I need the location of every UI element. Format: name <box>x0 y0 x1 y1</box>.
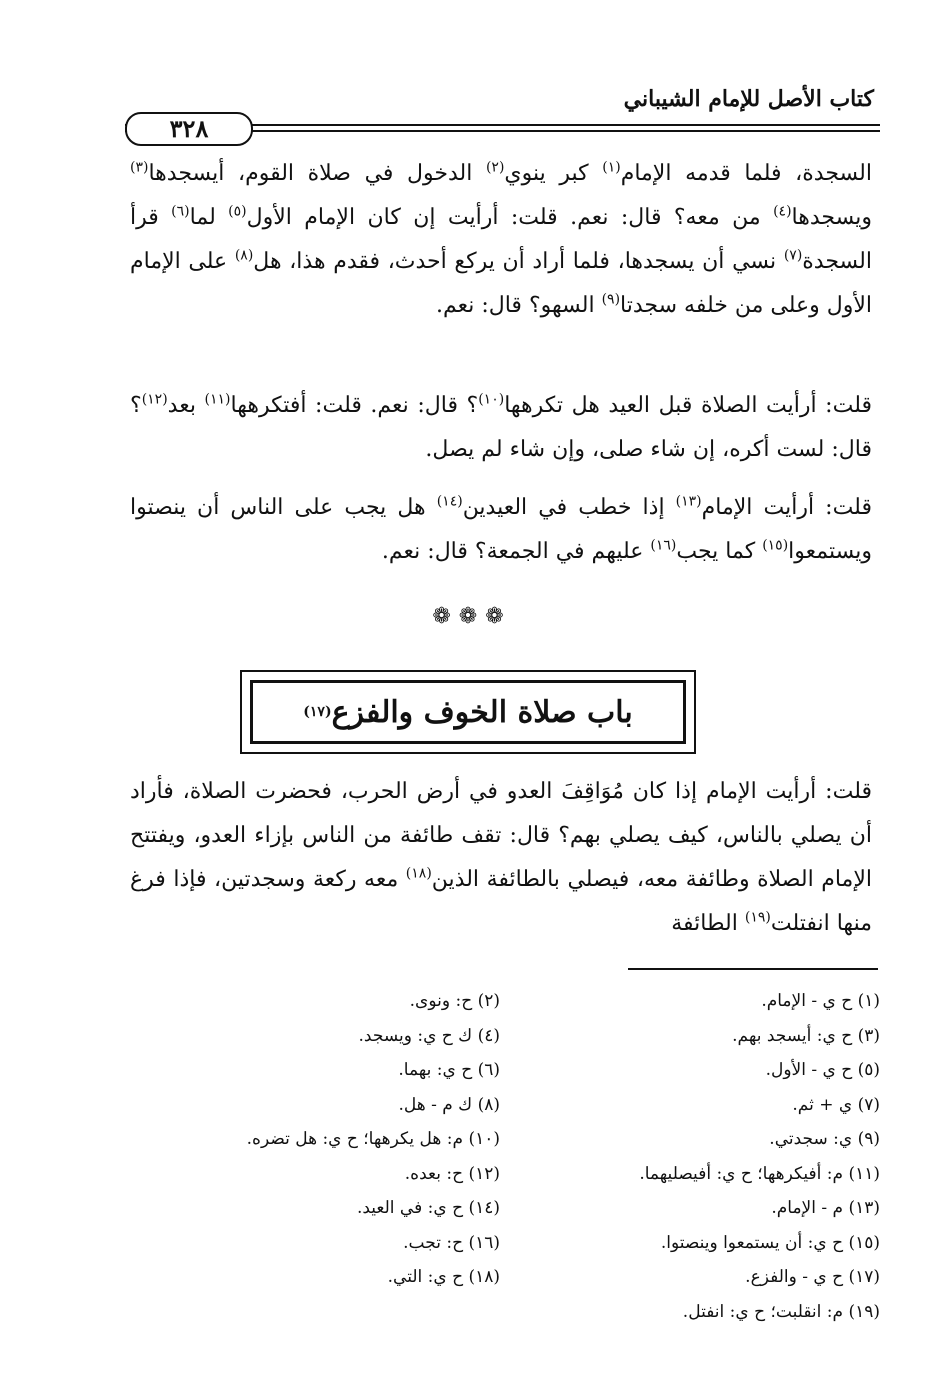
chapter-heading-frame <box>240 670 696 754</box>
footnote-item: (١٧) ح ي - والفزع. <box>745 1267 880 1287</box>
footnote-item: (١٨) ح ي: التي. <box>387 1267 500 1287</box>
footnote-item: (١٩) م: انقلبت؛ ح ي: انفتل. <box>682 1301 880 1322</box>
footnote-item: (٩) ي: سجدتي. <box>769 1129 880 1149</box>
footnote-item: (٣) ح ي: أيسجد بهم. <box>732 1025 880 1046</box>
book-title: كتاب الأصل للإمام الشيباني <box>623 86 874 112</box>
footnote-item: (١٣) م - الإمام. <box>771 1198 880 1218</box>
page-number: ٣٢٨ <box>125 112 253 146</box>
footnote-item: (٦) ح ي: بهما. <box>398 1060 500 1080</box>
body-paragraph: قلت: أرأيت الصلاة قبل العيد هل تكرهها$^{(١٠)}$؟ قال: نعم. قلت: أفتكرهها$^{(١١)}$ بعد$^{(١٢)}$؟ قال: لست أكره، إن شاء صلى، وإن شاء لم يصل. <box>130 391 872 462</box>
body-paragraph: السجدة، فلما قدمه الإمام$^{(١)}$ كبر ينوي$^{(٢)}$ الدخول في صلاة القوم، أيسجدها$^{(٣)}$ ويسجدها$^{(٤)}$ من معه؟ قال: نعم. قلت: أرأيت إن كان الإمام الأول$^{(٥)}$ لما$^{(٦)}$ قرأ السجدة$^{(٧)}$ نسي أن يسجدها، فلما أراد أن يركع أحدث، فقدم هذا، هل$^{(٨)}$ على الإمام الأول وعلى من خلفه سجدتا$^{(٩)}$ السهو؟ قال: نعم. <box>130 159 872 318</box>
footnotes-column-right <box>550 984 880 1329</box>
body-paragraph: قلت: أرأيت الإمام إذا كان مُوَاقِفَ العدو في أرض الحرب، فحضرت الصلاة، فأراد أن يصلي بالناس، كيف يصلي بهم؟ قال: تقف طائفة من الناس بإزاء العدو، ويفتتح الإمام الصلاة وطائفة معه، فيصلي بالطائفة الذين$^{(١٨)}$ معه ركعة وسجدتين، فإذا فرغ منها انفتلت$^{(١٩)}$ الطائفة <box>130 779 872 936</box>
footnote-item: (١١) م: أفيكرهها؛ ح ي: أفيصليهما. <box>639 1163 880 1184</box>
footnote-item: (٧) ي + ثم. <box>792 1094 880 1115</box>
body-paragraph: قلت: أرأيت الإمام$^{(١٣)}$ إذا خطب في العيدين$^{(١٤)}$ هل يجب على الناس أن ينصتوا ويستمعوا$^{(١٥)}$ كما يجب$^{(١٦)}$ عليهم في الجمعة؟ قال: نعم. <box>130 493 872 564</box>
page-header <box>125 80 880 143</box>
footnote-item: (١) ح ي - الإمام. <box>761 991 880 1011</box>
section-separator-ornament: ❁❁❁ <box>432 604 512 629</box>
footnote-item: (١٥) ح ي: أن يستمعوا وينصتوا. <box>660 1232 880 1253</box>
footnote-item: (١٠) م: هل يكرهها؛ ح ي: هل تضره. <box>246 1129 500 1149</box>
footnote-item: (١٦) ح: تجب. <box>403 1232 500 1253</box>
footnote-item: (٤) ك ح ي: ويسجد. <box>358 1025 500 1046</box>
footnote-item: (١٤) ح ي: في العيد. <box>356 1198 500 1218</box>
footnote-item: (٢) ح: ونوى. <box>409 991 500 1011</box>
chapter-heading: باب صلاة الخوف والفزع (١٧) <box>250 680 686 744</box>
footnotes-column-left <box>140 984 500 1295</box>
footnote-item: (٥) ح ي - الأول. <box>765 1060 880 1080</box>
footnote-item: (٨) ك م - هل. <box>398 1094 500 1115</box>
footnote-separator-rule <box>628 968 878 970</box>
footnote-item: (١٢) ح: بعده. <box>404 1163 500 1184</box>
